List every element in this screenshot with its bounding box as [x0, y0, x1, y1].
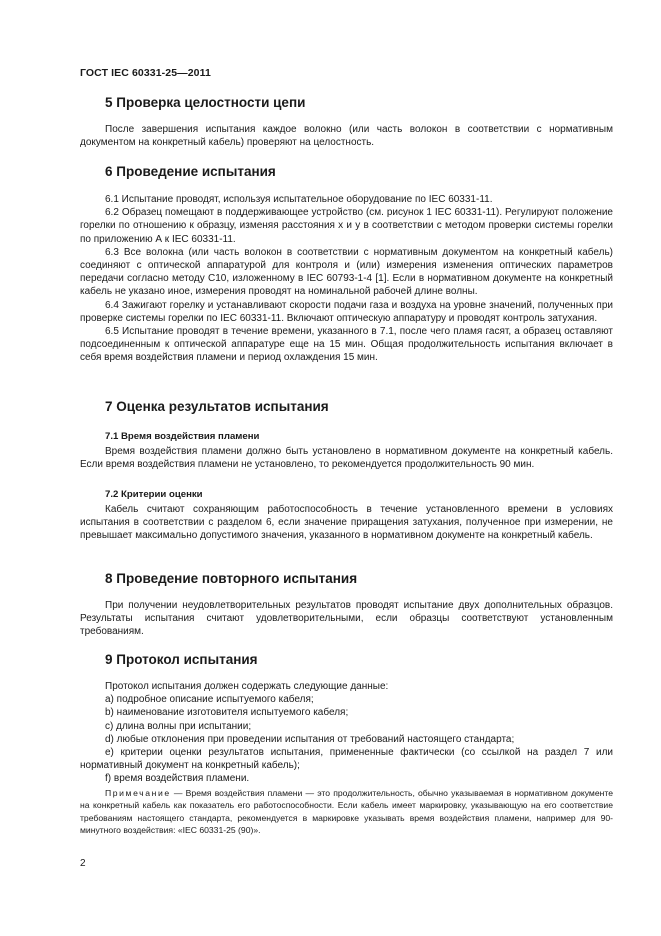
- section-8-title: 8 Проведение повторного испытания: [105, 571, 358, 586]
- list-item: f) время воздействия пламени.: [105, 773, 250, 785]
- paragraph-8: При получении неудовлетворительных результатов проводят испытание двух дополнительных образцов. Результаты испытания считают удовлетворительными, если образцы соответствуют установленным требованиям.: [80, 600, 613, 638]
- paragraph-6-2: 6.2 Образец помещают в поддерживающее устройство (см. рисунок 1 IEC 60331-11). Регулируют положение горелки по отношению к образцу, изменяя расстояния x и y в соответствии с методом проверки системы горелки по приложению А к IEC 60331-11.: [80, 207, 613, 245]
- paragraph-6-3: 6.3 Все волокна (или часть волокон в соответствии с нормативным документом на конкретный кабель) соединяют с оптической аппаратурой для контроля и (или) измерения изменения оптических параметров передачи согласно методу С10, изложенному в IEC 60793-1-4 [1]. Если в нормативном документе на конкретный кабель не указано иное, измерения проводят на номинальной рабочей длине волны.: [80, 246, 613, 298]
- section-5-title: 5 Проверка целостности цепи: [105, 95, 306, 110]
- subsection-7-2-title: 7.2 Критерии оценки: [105, 489, 203, 500]
- section-6-title: 6 Проведение испытания: [105, 164, 276, 179]
- paragraph-6-1: 6.1 Испытание проводят, используя испытательное оборудование по IEC 60331-11.: [105, 194, 493, 205]
- paragraph: После завершения испытания каждое волокно (или часть волокон в соответствии с нормативным документом на конкретный кабель) проверяют на целостность.: [80, 124, 613, 149]
- paragraph-6-5: 6.5 Испытание проводят в течение времени, указанного в 7.1, после чего пламя гасят, а образец оставляют подсоединенным к оптической аппаратуре еще на 15 мин. Общая продолжительность испытания включает в себя время воздействия пламени и период охлаждения 15 мин.: [80, 326, 613, 364]
- section-7-title: 7 Оценка результатов испытания: [105, 399, 329, 414]
- list-item: b) наименование изготовителя испытуемого кабеля;: [105, 707, 349, 719]
- standard-header: ГОСТ IEC 60331-25—2011: [80, 67, 211, 79]
- list-item: c) длина волны при испытании;: [105, 720, 252, 732]
- paragraph-6-4: 6.4 Зажигают горелку и устанавливают скорости подачи газа и воздуха на уровне значений, полученных при проверке системы горелки по IEC 60331-11. Включают оптическую аппаратуру и проводят контроль затухания.: [80, 299, 613, 324]
- list-item: a) подробное описание испытуемого кабеля;: [105, 694, 314, 706]
- subsection-7-1-body: [80, 445, 613, 471]
- paragraph-7-1: Время воздействия пламени должно быть установлено в нормативном документе на конкретный кабель. Если время воздействия пламени не установлено, то рекомендуется продолжительность 90 мин.: [80, 446, 613, 471]
- subsection-7-1-title: 7.1 Время воздействия пламени: [105, 431, 260, 442]
- note: [80, 787, 613, 837]
- paragraph-7-2: Кабель считают сохраняющим работоспособность в течение установленного времени в условиях испытания в соответствии с разделом 6, если значение приращения затухания, полученное при измерении, не превышает максимально допустимого значения, указанного в нормативном документе на конкретный кабель.: [80, 504, 613, 542]
- section-9-title: 9 Протокол испытания: [105, 652, 258, 667]
- subsection-7-2-body: [80, 503, 613, 543]
- page-number: 2: [80, 858, 86, 869]
- report-intro: Протокол испытания должен содержать следующие данные:: [105, 681, 389, 692]
- note-label: Примечание: [105, 788, 171, 798]
- section-9-body: [80, 680, 613, 786]
- section-8-body: [80, 599, 613, 639]
- section-6-body: [80, 193, 613, 365]
- list-item: e) критерии оценки результатов испытания, примененные фактически (со ссылкой на раздел 7 или нормативный документ на конкретный кабель);: [80, 747, 613, 772]
- list-item: d) любые отклонения при проведении испытания от требований настоящего стандарта;: [105, 733, 515, 745]
- note-text: — Время воздействия пламени — это продолжительность, обычно указываемая в нормативном документе на конкретный кабель как показатель его работоспособности. Если кабель имеет маркировку, указывающую на его соответствие требованиям настоящего стандарта, рекомендуется в маркировке указывать время воздействия пламени, например для 90-минутного воздействия: «IEC 60331-25 (90)».: [80, 788, 613, 836]
- section-5-body: [80, 123, 613, 149]
